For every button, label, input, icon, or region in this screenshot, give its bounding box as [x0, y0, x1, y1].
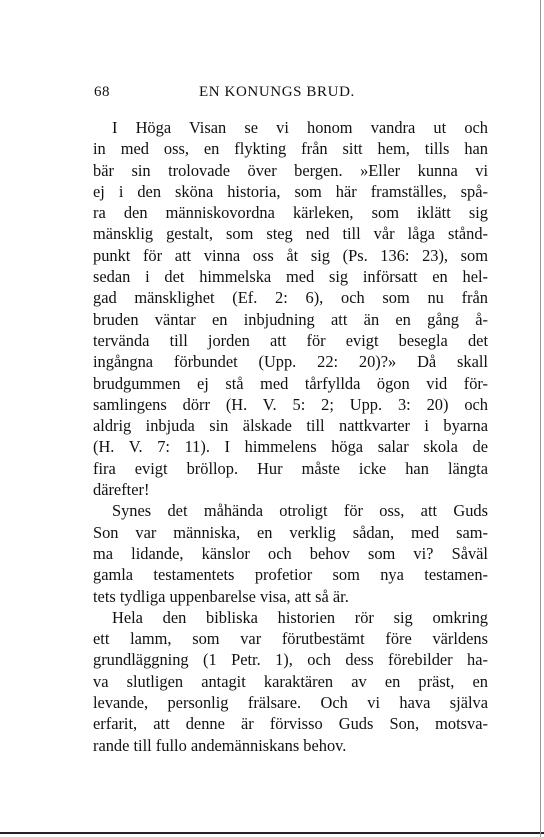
running-head: EN KONUNGS BRUD. [199, 84, 355, 100]
text-line: ej i den sköna historia, som här framställes, spå- [93, 181, 488, 201]
text-line: grundläggning (1 Petr. 1), och dess förebilder ha- [93, 650, 488, 670]
text-line: va slutligen antagit karaktären av en präst, en [93, 671, 488, 691]
bottom-scan-edge [0, 832, 544, 834]
text-line: levande, personlig frälsare. Och vi hava själva [93, 693, 488, 713]
text-line: ingångna förbundet (Upp. 22: 20)?» Då skall [93, 352, 488, 372]
text-line: därefter! [93, 480, 150, 500]
text-line: Synes det måhända otroligt för oss, att Guds [112, 501, 488, 521]
text-line: (H. V. 7: 11). I himmelens höga salar skola de [93, 437, 488, 457]
text-line: bruden väntar en inbjudning att än en gång å- [93, 309, 488, 329]
text-line: mänsklig gestalt, som steg ned till vår låga stånd- [93, 224, 488, 244]
text-line: sedan i det himmelska med sig införsatt en hel- [93, 267, 488, 287]
text-line: rande till fullo andemänniskans behov. [93, 735, 347, 755]
text-line: brudgummen ej stå med tårfyllda ögon vid för- [93, 373, 488, 393]
text-line: tets tydliga uppenbarelse visa, att så är. [93, 586, 349, 606]
text-line: aldrig inbjuda sin älskade till nattkvarter i byarna [93, 416, 488, 436]
text-line: samlingens dörr (H. V. 5: 2; Upp. 3: 20) och [93, 394, 488, 414]
text-line: ra den människovordna kärleken, som iklätt sig [93, 203, 488, 223]
text-line: gamla testamentets profetior som nya testamen- [93, 565, 488, 585]
text-line: ett lamm, som var förutbestämt före världens [93, 629, 488, 649]
page-number: 68 [94, 84, 110, 100]
text-line: in med oss, en flykting från sitt hem, tills han [93, 139, 488, 159]
text-line: gad mänsklighet (Ef. 2: 6), och som nu från [93, 288, 488, 308]
text-line: bär sin trolovade över bergen. »Eller kunna vi [93, 160, 488, 180]
right-scan-edge [540, 0, 541, 837]
text-line: ma lidande, känslor och behov som vi? Såväl [93, 543, 488, 563]
body-text [93, 117, 488, 756]
text-line: Hela den bibliska historien rör sig omkring [112, 607, 488, 627]
text-line: Son var människa, en verklig sådan, med sam- [93, 522, 488, 542]
text-line: erfarit, att denne är förvisso Guds Son, motsva- [93, 714, 488, 734]
text-line: I Höga Visan se vi honom vandra ut och [112, 118, 488, 137]
text-line: punkt för att vinna oss åt sig (Ps. 136: 23), som [93, 245, 488, 265]
text-line: tervända till jorden att för evigt besegla det [93, 330, 488, 350]
text-line: fira evigt bröllop. Hur måste icke han längta [93, 458, 488, 478]
